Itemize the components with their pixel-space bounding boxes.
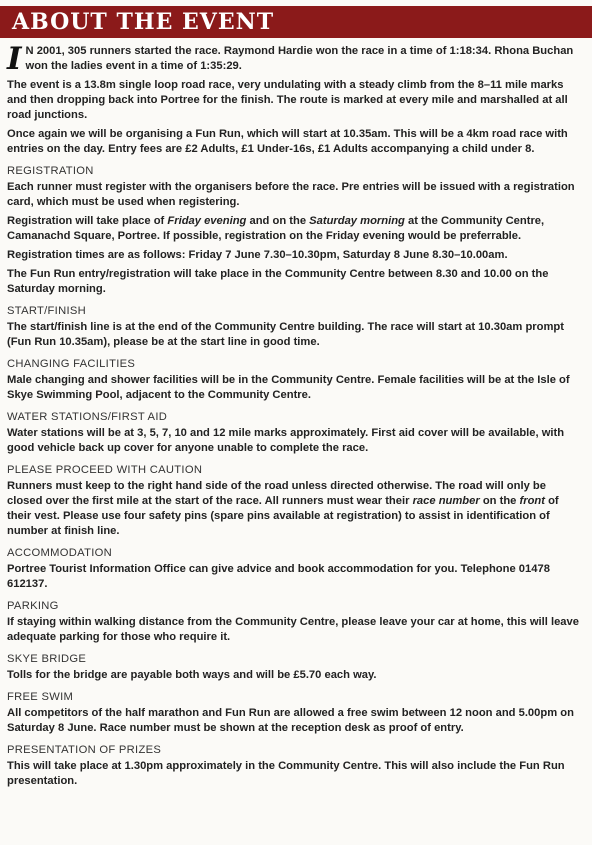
heading-water: WATER STATIONS/FIRST AID (7, 411, 168, 423)
water-p1: Water stations will be at 3, 5, 7, 10 and 12 mile marks approximately. First aid cover will be available, with good vehicle back up cover for anyone unable to complete the race. (7, 427, 565, 454)
banner-title: ABOUT THE EVENT (12, 9, 275, 35)
emphasis-saturday: Saturday morning (309, 215, 405, 227)
emphasis-front: front (519, 495, 545, 507)
emphasis-friday: Friday evening (167, 215, 247, 227)
text-run: Runners must keep to the right hand side of the road unless directed otherwise. The road will only be closed over the first mile at the start of the race. All runners must wear their (7, 480, 546, 507)
registration-p4: The Fun Run entry/registration will take place in the Community Centre between 8.30 and 10.00 on the Saturday morning. (7, 268, 549, 295)
text-run: Registration will take place of (7, 215, 168, 227)
heading-registration: REGISTRATION (7, 165, 94, 177)
emphasis-race-number: race number (412, 495, 480, 507)
heading-caution: PLEASE PROCEED WITH CAUTION (7, 464, 203, 476)
heading-accommodation: ACCOMMODATION (7, 547, 112, 559)
drop-cap: I (7, 41, 22, 77)
text-run: and on the (246, 215, 310, 227)
prizes-p1: This will take place at 1.30pm approximately in the Community Centre. This will also include the Fun Run presentation. (7, 760, 565, 787)
caution-p1 (7, 479, 581, 539)
registration-p1: Each runner must register with the organisers before the race. Pre entries will be issued with a registration card, which must be used when registering. (7, 181, 575, 208)
section-banner (0, 6, 592, 38)
text-run: at the Community Centre, Camanachd Square, Portree. If possible, registration on the Friday evening would be preferrable. (7, 215, 545, 242)
bridge-p1: Tolls for the bridge are payable both ways and will be £5.70 each way. (7, 669, 377, 681)
changing-p1: Male changing and shower facilities will be in the Community Centre. Female facilities will be at the Isle of Skye Swimming Pool, adjacent to the Community Centre. (7, 374, 570, 401)
intro-text: N 2001, 305 runners started the race. Raymond Hardie won the race in a time of 1:18:34. Rhona Buchan won the ladies event in a time of 1:35:29. (25, 45, 574, 72)
text-run: of their vest. Please use four safety pins (spare pins available at registration) to assist in identification of number at finish line. (7, 495, 559, 537)
heading-skye-bridge: SKYE BRIDGE (7, 653, 87, 665)
heading-changing: CHANGING FACILITIES (7, 358, 136, 370)
event-details (7, 41, 581, 793)
heading-parking: PARKING (7, 600, 59, 612)
accommodation-p1: Portree Tourist Information Office can give advice and book accommodation for you. Telephone 01478 612137. (7, 563, 550, 590)
route-paragraph: The event is a 13.8m single loop road race, very undulating with a steady climb from the 8–11 mile marks and then dropping back into Portree for the finish. The route is marked at every mile and marshalled at all road junctions. (7, 79, 568, 121)
parking-p1: If staying within walking distance from the Community Centre, please leave your car at home, this will leave adequate parking for those who require it. (7, 616, 579, 643)
registration-p2 (7, 214, 581, 244)
heading-free-swim: FREE SWIM (7, 691, 74, 703)
heading-prizes: PRESENTATION OF PRIZES (7, 744, 162, 756)
intro-paragraph (7, 41, 581, 77)
heading-start-finish: START/FINISH (7, 305, 87, 317)
text-run: on the (479, 495, 520, 507)
registration-p3: Registration times are as follows: Friday 7 June 7.30–10.30pm, Saturday 8 June 8.30–10.00am. (7, 249, 508, 261)
fun-run-paragraph: Once again we will be organising a Fun Run, which will start at 10.35am. This will be a 4km road race with entries on the day. Entry fees are £2 Adults, £1 Under-16s, £1 Adults accompanying a child under 8. (7, 128, 568, 155)
swim-p1: All competitors of the half marathon and Fun Run are allowed a free swim between 12 noon and 5.00pm on Saturday 8 June. Race number must be shown at the reception desk as proof of entry. (7, 707, 574, 734)
start-finish-p1: The start/finish line is at the end of the Community Centre building. The race will start at 10.30am prompt (Fun Run 10.35am), please be at the start line in good time. (7, 321, 564, 348)
